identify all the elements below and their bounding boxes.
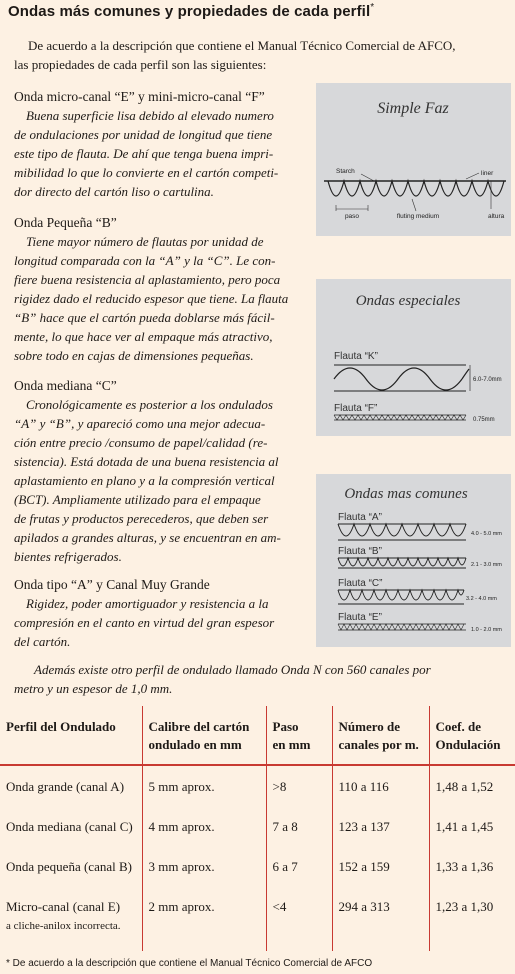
body-line: mente, lo que hace ver al empaque más atractivo, <box>14 329 273 344</box>
flauta-c-label: Flauta “C” <box>338 578 383 589</box>
flauta-b-label: Flauta “B” <box>338 546 382 557</box>
table-cell: 1,48 a 1,52 <box>429 765 515 806</box>
table-cell: Micro-canal (canal E) a cliche-anilox incorrecta. <box>6 899 121 932</box>
section-onda-b <box>14 214 304 365</box>
col-header-perfil: Perfil del Ondulado <box>6 719 116 734</box>
table-cell: 1,41 a 1,45 <box>429 806 515 846</box>
fluting-medium-label: fluting medium <box>396 213 440 220</box>
table-cell: 110 a 116 <box>332 765 429 806</box>
intro-line: las propiedades de cada perfil son las siguientes: <box>14 57 267 72</box>
table-cell: 1,33 a 1,36 <box>429 846 515 886</box>
body-line: rigidez dado el reducido espesor que tiene. La flauta <box>14 291 289 306</box>
body-line: dor directo del cartón liso o cartulina. <box>14 184 214 199</box>
table-row <box>0 846 515 886</box>
profiles-table <box>0 706 515 951</box>
flauta-b-size: 2.1 - 3.0 mm <box>471 562 502 568</box>
flauta-k-size: 6.0-7.0mm <box>473 377 502 383</box>
table-cell: 123 a 137 <box>332 806 429 846</box>
body-line: aplastamiento en plano y a la compresión vertical <box>14 473 275 488</box>
intro-line: De acuerdo a la descripción que contiene el Manual Técnico Comercial de AFCO, <box>28 38 456 53</box>
ondas-comunes-title: Ondas mas comunes <box>344 486 468 502</box>
body-line: de ondulaciones por unidad de longitud que tiene <box>14 127 273 142</box>
section-heading: Onda Pequeña “B” <box>14 215 117 230</box>
body-line: Cronológicamente es posterior a los ondulados <box>26 397 273 412</box>
table-cell: 152 a 159 <box>332 846 429 886</box>
table-cell: 2 mm aprox. <box>142 886 266 951</box>
table-row <box>0 886 515 951</box>
body-line: longitud comparada con la “A” y la “C”. Le con- <box>14 253 276 268</box>
extra-line: Además existe otro perfil de ondulado llamado Onda N con 560 canales por <box>34 662 431 677</box>
extra-line: metro y un espesor de 1,0 mm. <box>14 681 173 696</box>
row-note: a cliche-anilox incorrecta. <box>6 920 121 932</box>
flauta-e-label: Flauta “E” <box>338 612 382 623</box>
body-line: “B” hace que el cartón pueda doblarse más fácil- <box>14 310 275 325</box>
table-cell: 4 mm aprox. <box>142 806 266 846</box>
body-line: Buena superficie lisa debido al elevado numero <box>26 108 274 123</box>
col-header-coef: Coef. de Ondulación <box>429 706 515 765</box>
flauta-f-size: 0.75mm <box>473 417 495 423</box>
extra-note <box>14 660 509 698</box>
simple-faz-title: Simple Faz <box>377 100 449 117</box>
section-heading: Onda micro-canal “E” y mini-micro-canal “F” <box>14 89 265 104</box>
body-line: Rigidez, poder amortiguador y resistencia a la <box>26 596 269 611</box>
table-cell: 6 a 7 <box>266 846 332 886</box>
starch-label: Starch <box>336 168 355 175</box>
table-cell: 1,23 a 1,30 <box>429 886 515 951</box>
body-line: de frutas y productos perecederos, que deben ser <box>14 511 269 526</box>
table-row <box>0 806 515 846</box>
table-cell: 3 mm aprox. <box>142 846 266 886</box>
flauta-c-size: 3.2 - 4.0 mm <box>466 596 497 602</box>
liner-label: liner <box>481 170 494 177</box>
simple-faz-diagram <box>316 83 511 236</box>
col-header-calibre: Calibre del cartón ondulado en mm <box>142 706 266 765</box>
body-line: compresión en el canto en virtud del gran espesor <box>14 615 275 630</box>
table-row <box>0 765 515 806</box>
table-header-row <box>0 706 515 765</box>
table-cell: <4 <box>266 886 332 951</box>
body-line: (BCT). Ampliamente utilizado para el empaque <box>14 492 261 507</box>
altura-label: altura <box>488 213 505 220</box>
ondas-especiales-diagram <box>316 279 511 436</box>
intro-paragraph <box>14 36 509 74</box>
section-heading: Onda tipo “A” y Canal Muy Grande <box>14 577 210 592</box>
body-line: mibilidad lo que lo convierte en el cartón competi- <box>14 165 279 180</box>
body-line: “A” y “B”, y apareció como una mejor adecua- <box>14 416 266 431</box>
section-onda-e <box>14 88 304 201</box>
body-line: ción entre precio /consumo de papel/calidad (re- <box>14 435 268 450</box>
paso-label: paso <box>344 213 360 220</box>
ondas-especiales-title: Ondas especiales <box>355 293 461 309</box>
footnote: * De acuerdo a la descripción que contiene el Manual Técnico Comercial de AFCO <box>6 958 373 969</box>
col-header-paso: Paso en mm <box>266 706 332 765</box>
flauta-a-label: Flauta “A” <box>338 512 382 523</box>
page-title: Ondas más comunes y propiedades de cada perfil* <box>8 2 375 20</box>
flauta-k-label: Flauta “K” <box>334 351 378 362</box>
flauta-a-size: 4.0 - 5.0 mm <box>471 531 502 537</box>
flauta-e-size: 1.0 - 2.0 mm <box>471 627 502 633</box>
col-header-canales: Número de canales por m. <box>332 706 429 765</box>
body-line: este tipo de flauta. De ahí que tenga buena impri- <box>14 146 274 161</box>
body-line: Tiene mayor número de flautas por unidad de <box>26 234 264 249</box>
flauta-f-label: Flauta “F” <box>334 403 378 414</box>
body-line: bientes refrigerados. <box>14 549 122 564</box>
table-cell: 294 a 313 <box>332 886 429 951</box>
body-line: apilados a grandes alturas, y se encuentran en am- <box>14 530 281 545</box>
table-cell: 5 mm aprox. <box>142 765 266 806</box>
ondas-comunes-diagram <box>316 474 511 647</box>
section-heading: Onda mediana “C” <box>14 378 117 393</box>
body-line: sobre todo en cajas de dimensiones pequeñas. <box>14 348 254 363</box>
body-line: del cartón. <box>14 634 71 649</box>
table-cell: 7 a 8 <box>266 806 332 846</box>
table-cell: >8 <box>266 765 332 806</box>
body-line: fiere buena resistencia al aplastamiento, pero poca <box>14 272 281 287</box>
section-onda-c <box>14 377 304 566</box>
section-onda-a <box>14 576 304 651</box>
table-cell: Onda pequeña (canal B) <box>6 859 132 874</box>
table-cell: Onda mediana (canal C) <box>6 819 133 834</box>
body-line: sistencia). Está dotada de una buena resistencia al <box>14 454 279 469</box>
table-cell: Onda grande (canal A) <box>6 779 125 794</box>
